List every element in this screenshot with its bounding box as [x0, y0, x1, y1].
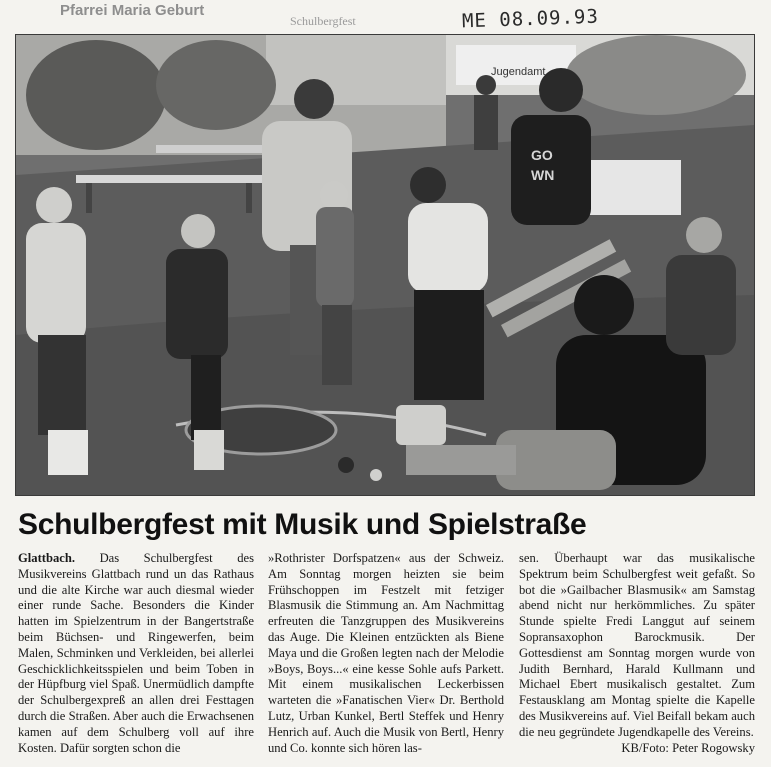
article-column-3-text: sen. Überhaupt war das musikalische Spektrum beim Schulbergfest weit gefaßt. So bot die »Gailbacher Blasmusik« am Samstag abend nicht nur herkömmliches. Zu später Stunde spielte Fredi Langgut auf seinem Sopransaxophon Barockmusik. Der Gottesdienst am Sonntag morgen wurde von Judith Bernhard, Harald Kullmann und Michael Ebert musikalisch gestaltet. Zum Festausklang am Montag spielte die Kapelle des Musikvereins auf. Viel Beifall bekam auch die neu gegründete Jugendkapelle des Vereins.	[519, 551, 755, 739]
article-dateline: Glattbach.	[18, 551, 76, 565]
ghost-column-text: Schulbergfest	[290, 14, 356, 28]
clipping-top-strip	[0, 0, 771, 34]
article-column-2-text: »Rothrister Dorfspatzen« aus der Schweiz. Am Sonntag morgen heizten sie beim Frühschoppen im Festzelt mit fetziger Blasmusik die Stimmung an. Am Nachmittag erfreuten die Tanzgruppen des Musikvereins das Auge. Die Kleinen entzückten als Biene Maya und die Großen legten nach der Melodie »Boys, Boys...« eine kesse Sohle aufs Parkett. Mit einem musikalischen Leckerbissen warteten die »Fanatischen Vier« Dr. Berthold Lutz, Urban Kunkel, Bertl Steffek und Henry Henrich auf. Auch die Musik von Bertl, Henry und Co. konnte sich hören las-	[268, 551, 504, 755]
article-column-2	[268, 551, 504, 756]
article-column-3	[519, 551, 755, 756]
article-column-1-text: Das Schulbergfest des Musikvereins Glattbach rund un das Rathaus und die alte Kirche war auch diesmal wieder einer runde Sache. Besonders die Kinder hatten im Spielzentrum in der Bangertstraße beim Büchsen- und Ringewerfen, beim Malen, Schminken und Verkleiden, bei allerlei Geschicklichkeitsspielen und beim Toben in der Hüpfburg viel Spaß. Unermüdlich dampfte der Schulbergexpreß an allen drei Festtagen durch die Straßen. Aber auch die Erwachsenen kamen auf dem Schulberg voll auf ihre Kosten. Dafür sorgten schon die	[18, 551, 254, 755]
photo-sign-text: Jugendamt	[491, 66, 546, 78]
photo-credit: KB/Foto: Peter Rogowsky	[621, 740, 755, 755]
article-photo	[15, 34, 755, 496]
article-headline: Schulbergfest mit Musik und Spielstraße	[18, 508, 587, 541]
photo-scene	[16, 35, 754, 495]
ghost-headline: Pfarrei Maria Geburt	[60, 2, 205, 19]
handwritten-date: ME 08.09.93	[461, 5, 600, 33]
shirt-print-top: GO	[531, 147, 553, 163]
shirt-print-bottom: WN	[531, 167, 555, 183]
article-column-1	[18, 551, 254, 756]
